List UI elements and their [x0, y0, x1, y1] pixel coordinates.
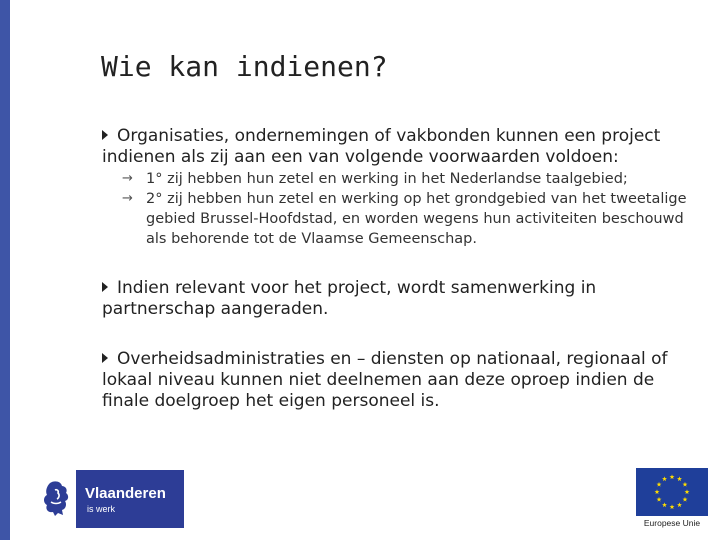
eu-star	[683, 482, 688, 487]
slide-content	[102, 126, 692, 412]
slide-title: Wie kan indienen?	[101, 50, 388, 83]
lion-box	[38, 470, 76, 528]
bullet-item	[102, 126, 692, 168]
bullet-text: Organisaties, ondernemingen of vakbonden kunnen een project indienen als zij aan een van volgende voorwaarden voldoen:	[102, 126, 661, 167]
eu-stars-flag-icon	[636, 468, 708, 516]
eu-star	[670, 504, 675, 509]
sub-item-text: 2° zij hebben hun zetel en werking op het grondgebied van het tweetalige gebied Brussel-Hoofdstad, en worden wegens hun activiteiten beschouwd als behorende tot de Vlaamse Gemeenschap.	[146, 191, 687, 247]
sub-list	[102, 169, 692, 249]
eu-star	[657, 482, 662, 487]
left-accent-bar	[0, 0, 10, 540]
vlaanderen-logo	[38, 470, 184, 528]
arrow-right-icon: →	[122, 171, 133, 186]
eu-star	[683, 497, 688, 502]
flemish-lion-icon	[41, 480, 73, 518]
eu-star	[655, 489, 660, 494]
bullet-item	[102, 349, 692, 412]
triangle-right-icon	[102, 353, 108, 363]
eu-star	[662, 476, 667, 481]
bullet-text: Overheidsadministraties en – diensten op nationaal, regionaal of lokaal niveau kunnen niet deelnemen aan deze oproep indien de finale doelgroep het eigen personeel is.	[102, 349, 668, 411]
eu-logo	[634, 468, 710, 530]
arrow-right-icon: →	[122, 191, 133, 206]
sub-item-text: 1° zij hebben hun zetel en werking in het Nederlandse taalgebied;	[146, 171, 628, 187]
bullet-item	[102, 278, 692, 320]
triangle-right-icon	[102, 282, 108, 292]
eu-label: Europese Unie	[643, 518, 701, 528]
eu-flag	[636, 468, 708, 516]
eu-star	[685, 489, 690, 494]
eu-star	[677, 476, 682, 481]
sub-list-item	[122, 169, 692, 189]
vlaanderen-tagline: is werk	[87, 504, 116, 514]
vlaanderen-name: Vlaanderen	[85, 485, 166, 502]
sub-list-item	[122, 189, 692, 249]
eu-star	[677, 502, 682, 507]
triangle-right-icon	[102, 130, 108, 140]
eu-star	[662, 502, 667, 507]
bullet-text: Indien relevant voor het project, wordt samenwerking in partnerschap aangeraden.	[102, 278, 597, 319]
eu-star	[657, 497, 662, 502]
eu-star	[670, 474, 675, 479]
